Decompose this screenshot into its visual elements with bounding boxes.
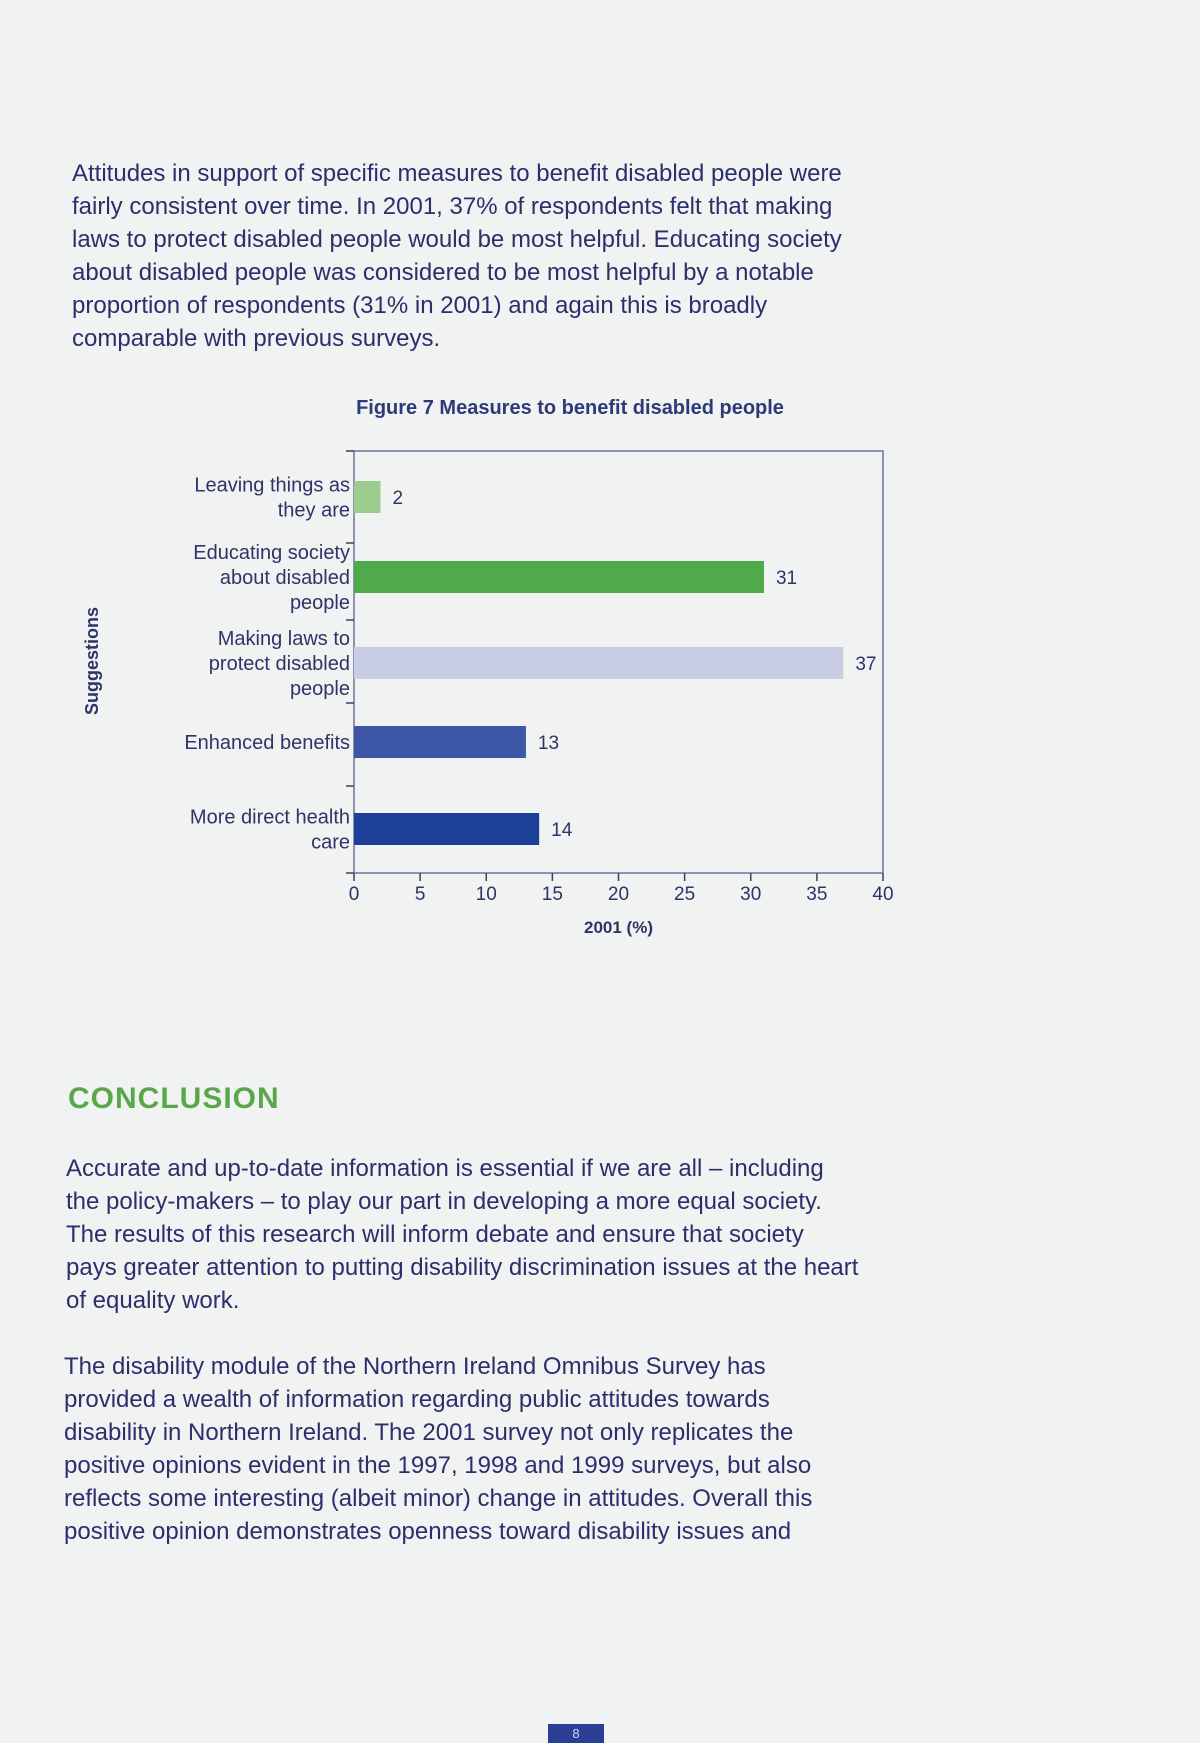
x-tick-label: 25 (674, 884, 696, 905)
intro-line: Attitudes in support of specific measures to benefit disabled people were (72, 160, 842, 187)
conclusion-heading: CONCLUSION (68, 1082, 280, 1115)
x-tick-label: 20 (607, 884, 630, 905)
category-label: Making laws to (217, 628, 350, 650)
conclusion-line: the policy-makers – to play our part in developing a more equal society. (66, 1188, 822, 1215)
x-tick-label: 0 (348, 884, 360, 905)
category-label: about disabled (219, 567, 350, 589)
data-label: 37 (855, 654, 877, 675)
x-axis-label: 2001 (%) (584, 918, 653, 937)
category-label: they are (277, 499, 350, 522)
conclusion-line: Accurate and up-to-date information is essential if we are all – including (66, 1155, 824, 1182)
category-label: people (289, 592, 350, 614)
intro-line: fairly consistent over time. In 2001, 37% of respondents felt that making (72, 193, 833, 220)
figure-title: Figure 7 Measures to benefit disabled people (356, 397, 784, 419)
category-label: people (289, 678, 350, 700)
x-tick-label: 30 (740, 884, 762, 905)
bar (354, 481, 380, 513)
conclusion-line: pays greater attention to putting disability discrimination issues at the heart (66, 1254, 859, 1281)
x-tick-label: 5 (414, 884, 426, 905)
x-tick-label: 40 (872, 884, 894, 905)
category-label: Educating society (193, 542, 350, 564)
bar (354, 726, 526, 758)
intro-line: laws to protect disabled people would be most helpful. Educating society (72, 226, 842, 253)
conclusion-line: disability in Northern Ireland. The 2001 survey not only replicates the (64, 1419, 794, 1446)
conclusion-line: provided a wealth of information regarding public attitudes towards (64, 1386, 770, 1413)
x-tick-label: 15 (541, 884, 563, 905)
page-number: 8 (548, 1724, 604, 1743)
data-label: 2 (392, 488, 404, 509)
category-label: care (311, 831, 350, 854)
intro-line: comparable with previous surveys. (72, 325, 441, 352)
conclusion-line: reflects some interesting (albeit minor) change in attitudes. Overall this (64, 1485, 813, 1512)
conclusion-line: The disability module of the Northern Ireland Omnibus Survey has (64, 1353, 766, 1380)
category-label: Enhanced benefits (184, 732, 350, 754)
intro-line: proportion of respondents (31% in 2001) and again this is broadly (72, 292, 768, 319)
conclusion-line: positive opinion demonstrates openness toward disability issues and (64, 1518, 792, 1545)
conclusion-line: of equality work. (66, 1287, 240, 1314)
x-tick-label: 35 (806, 884, 828, 905)
bar (354, 561, 764, 593)
conclusion-paragraph-2 (64, 1350, 1124, 1548)
data-label: 14 (551, 820, 573, 841)
conclusion-paragraph-1 (66, 1152, 1126, 1317)
bar (354, 647, 843, 679)
bar (354, 813, 539, 845)
x-tick-label: 10 (475, 884, 497, 905)
category-label: More direct health (189, 806, 350, 829)
intro-line: about disabled people was considered to be most helpful by a notable (72, 259, 814, 286)
conclusion-line: The results of this research will inform debate and ensure that society (66, 1221, 804, 1248)
category-label: protect disabled (208, 653, 350, 675)
data-label: 13 (537, 733, 560, 754)
conclusion-line: positive opinions evident in the 1997, 1998 and 1999 surveys, but also (64, 1452, 812, 1479)
data-label: 31 (775, 568, 798, 589)
category-label: Leaving things as (194, 474, 350, 497)
y-axis-label: Suggestions (82, 606, 102, 716)
